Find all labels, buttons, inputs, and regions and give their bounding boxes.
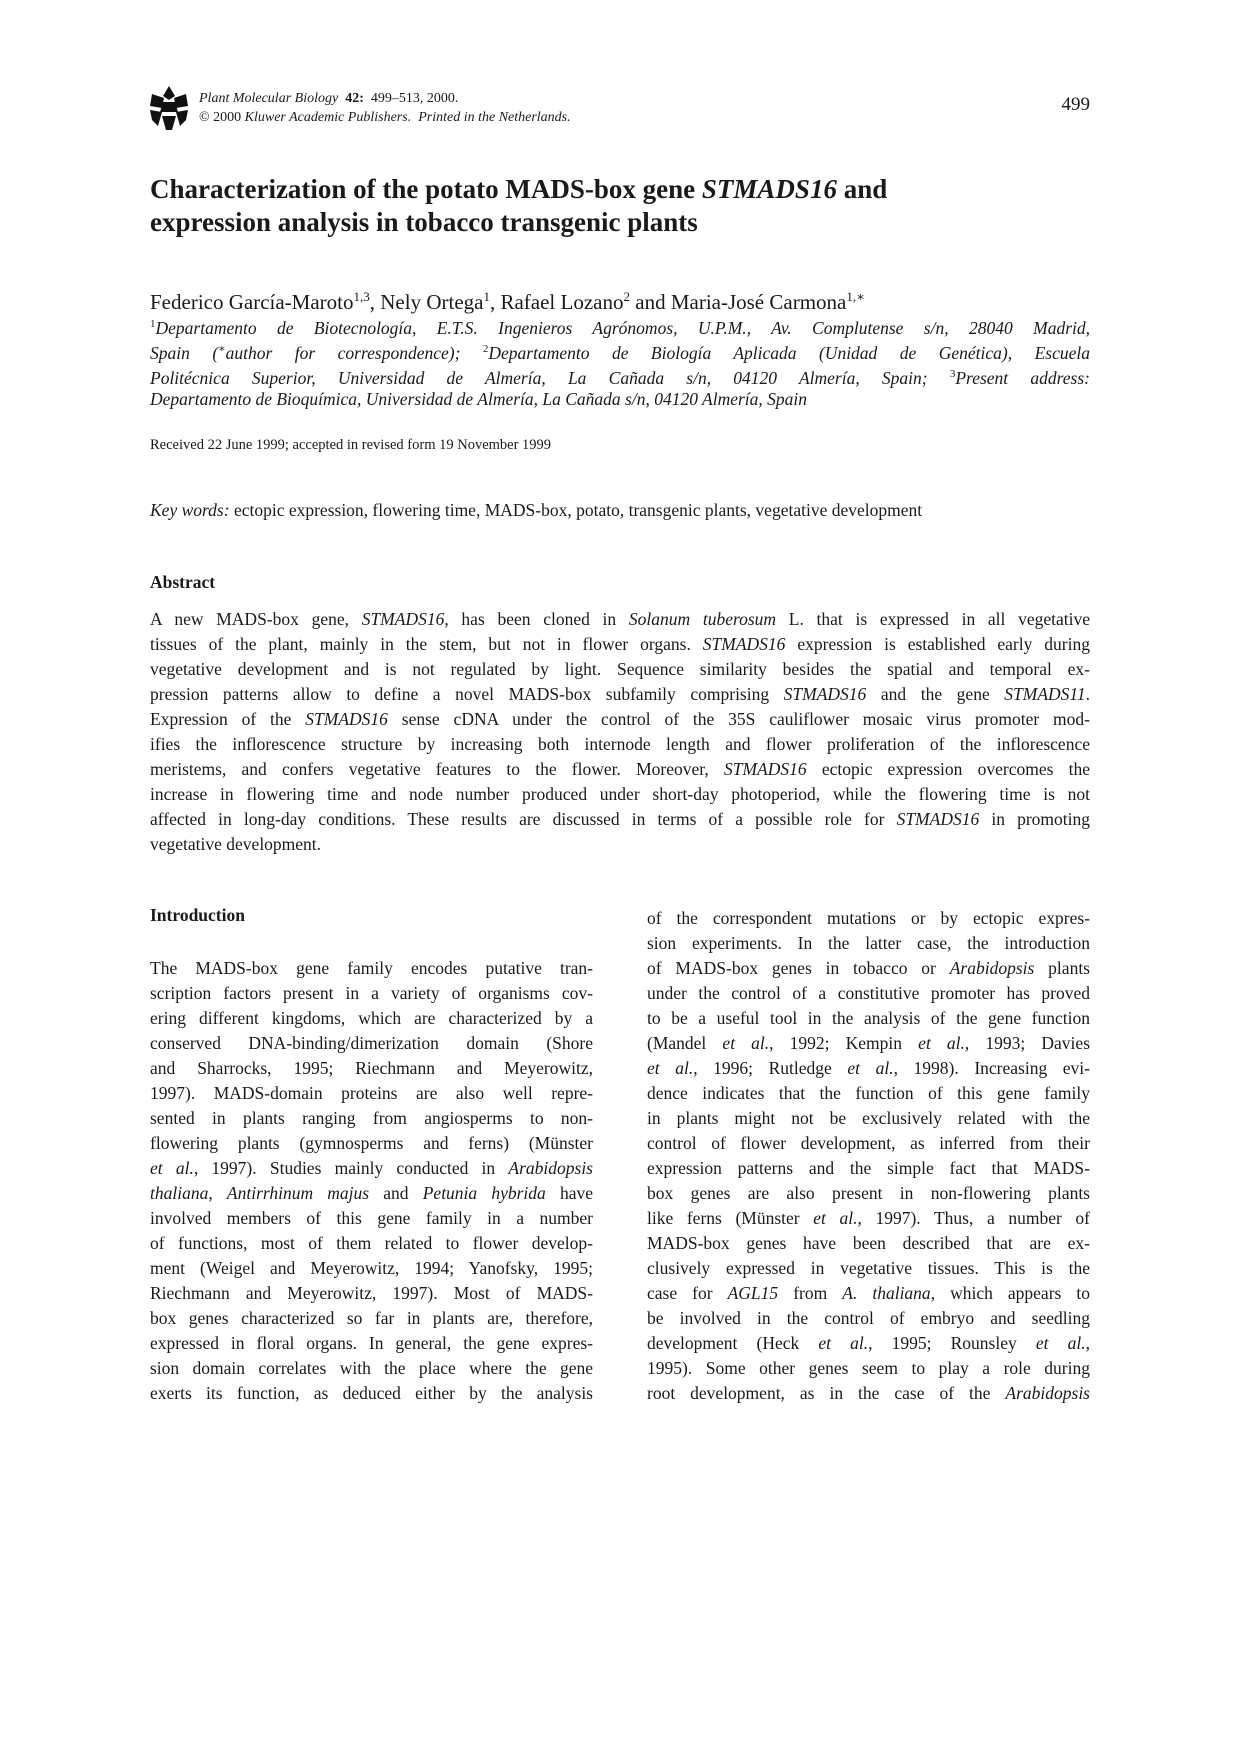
italic-term: STMADS16	[896, 809, 980, 829]
journal-volume: 42:	[345, 91, 364, 106]
copyright-year: © 2000	[199, 110, 242, 125]
text-line	[150, 1006, 593, 1031]
author-name: Rafael Lozano	[500, 290, 624, 314]
text-run: sion domain correlates with the place where the gene	[150, 1358, 593, 1378]
text-run: be involved in the control of embryo and seedling	[647, 1308, 1090, 1328]
text-run: development (Heck	[647, 1333, 819, 1353]
text-run: like ferns (Münster	[647, 1208, 814, 1228]
italic-term: Petunia hybrida	[422, 1183, 546, 1203]
text-line	[150, 1131, 593, 1156]
text-run: sense cDNA under the control of the 35S cauliflower mosaic virus promoter mod-	[387, 709, 1090, 729]
text-run: vegetative development.	[150, 834, 322, 854]
text-line	[150, 1231, 593, 1256]
text-run: ,	[1085, 1333, 1090, 1353]
text-line	[150, 807, 1090, 832]
author-name: Maria-José Carmona	[670, 290, 847, 314]
text-line	[150, 1181, 593, 1206]
text-line	[647, 981, 1090, 1006]
text-line	[150, 757, 1090, 782]
text-line	[150, 1381, 593, 1406]
text-line	[647, 1381, 1090, 1406]
text-line	[150, 1256, 593, 1281]
text-line	[647, 1031, 1090, 1056]
text-line	[647, 1131, 1090, 1156]
text-line	[150, 732, 1090, 757]
keywords	[150, 500, 1110, 521]
text-run: A new MADS-box gene,	[150, 609, 362, 629]
text-run: to be a useful tool in the analysis of the gene function	[647, 1008, 1090, 1028]
italic-term: STMADS16	[361, 609, 445, 629]
italic-term: STMADS16	[723, 759, 807, 779]
text-line	[647, 906, 1090, 931]
text-line	[647, 1281, 1090, 1306]
text-run: The MADS-box gene family encodes putative tran-	[150, 958, 593, 978]
text-line	[150, 657, 1090, 682]
text-run: of the correspondent mutations or by ectopic expres-	[647, 908, 1090, 928]
text-run: ectopic expression overcomes the	[806, 759, 1090, 779]
text-run: clusively expressed in vegetative tissues. This is the	[647, 1258, 1090, 1278]
text-line	[647, 1356, 1090, 1381]
italic-term: Arabidopsis	[508, 1158, 593, 1178]
text-line	[150, 1056, 593, 1081]
text-run: control of flower development, as inferred from their	[647, 1133, 1090, 1153]
text-line	[647, 1156, 1090, 1181]
affil-text: Departamento de Bioquímica, Universidad de Almería, La Cañada s/n, 04120 Almería, Spain	[150, 389, 808, 409]
text-run: and the gene	[866, 684, 1005, 704]
text-line	[150, 607, 1090, 632]
text-run: , has been cloned in	[444, 609, 629, 629]
affiliation-line	[150, 387, 1090, 412]
italic-term: et al.	[918, 1033, 965, 1053]
text-run: dence indicates that the function of this gene family	[647, 1083, 1090, 1103]
text-line	[150, 981, 593, 1006]
text-run: involved members of this gene family in a number	[150, 1208, 593, 1228]
text-run: expressed in floral organs. In general, the gene expres-	[150, 1333, 593, 1353]
text-run: 1995). Some other genes seem to play a role during	[647, 1358, 1090, 1378]
italic-term: et al.	[818, 1333, 869, 1353]
printed-note: Printed in the Netherlands.	[418, 110, 571, 125]
text-line	[647, 1331, 1090, 1356]
author-name: Federico García-Maroto	[150, 290, 354, 314]
italic-term: et al.	[647, 1058, 694, 1078]
text-run: plants	[1034, 958, 1090, 978]
publisher-logo	[150, 86, 188, 130]
text-run: box genes are also present in non-flowering plants	[647, 1183, 1090, 1203]
affil-text: Politécnica Superior, Universidad de Almería, La Cañada s/n, 04120 Almería, Spain;	[150, 367, 950, 388]
affiliation-line	[150, 312, 1090, 337]
text-line	[150, 956, 593, 981]
journal-citation	[199, 89, 571, 127]
text-run: , 1992; Kempin	[769, 1033, 919, 1053]
author-separator: ,	[489, 290, 501, 314]
journal-header	[150, 84, 1090, 134]
italic-term: Arabidopsis	[1005, 1383, 1090, 1403]
affil-mark: 2	[482, 343, 489, 355]
text-run: affected in long-day conditions. These results are discussed in terms of a possible role for	[150, 809, 897, 829]
author-separator: and	[630, 290, 671, 314]
title-gene: STMADS16	[701, 174, 837, 204]
introduction-heading: Introduction	[150, 905, 245, 925]
text-run: ering different kingdoms, which are characterized by a	[150, 1008, 593, 1028]
affil-mark: ∗	[218, 343, 226, 355]
affil-text: Present address:	[955, 367, 1090, 388]
text-run: ,	[208, 1183, 227, 1203]
author-affil-mark: 1,3	[353, 289, 370, 304]
keywords-text: ectopic expression, flowering time, MADS-box, potato, transgenic plants, vegetative development	[229, 500, 923, 520]
text-line	[647, 956, 1090, 981]
text-run: , 1993; Davies	[964, 1033, 1090, 1053]
journal-name: Plant Molecular Biology	[199, 91, 339, 106]
text-run: scription factors present in a variety of organisms cov-	[150, 983, 593, 1003]
author-affil-mark: 2	[623, 289, 630, 304]
text-run: box genes characterized so far in plants are, therefore,	[150, 1308, 593, 1328]
text-line	[647, 1206, 1090, 1231]
text-run: root development, as in the case of the	[647, 1383, 1006, 1403]
text-line	[150, 1156, 593, 1181]
italic-term: et al.	[1035, 1333, 1086, 1353]
italic-term: STMADS16	[305, 709, 388, 729]
text-run: and	[369, 1183, 423, 1203]
text-run: , 1997). Studies mainly conducted in	[193, 1158, 509, 1178]
introduction-right-column	[647, 906, 1090, 1406]
affil-text: Departamento de Biotecnología, E.T.S. Ingenieros Agrónomos, U.P.M., Av. Complutense s/n, 28040 Madrid,	[155, 317, 1090, 338]
italic-term: et al.	[813, 1208, 858, 1228]
text-run: from	[778, 1283, 843, 1303]
text-run: ifies the inflorescence structure by increasing both internode length and flower proliferation of the inflorescence	[150, 734, 1090, 754]
text-run: have	[545, 1183, 593, 1203]
text-run: , 1996; Rutledge	[693, 1058, 848, 1078]
text-run: vegetative development and is not regulated by light. Sequence similarity besides the spatial and temporal ex-	[150, 659, 1090, 679]
text-run: , 1997). Thus, a number of	[857, 1208, 1090, 1228]
text-line	[647, 1006, 1090, 1031]
introduction-left-column	[150, 956, 593, 1406]
text-run: of functions, most of them related to flower develop-	[150, 1233, 593, 1253]
text-line	[647, 1081, 1090, 1106]
author-affil-mark: 1	[483, 289, 490, 304]
author-affil-mark: 1,∗	[846, 289, 865, 304]
text-run: sion experiments. In the latter case, the introduction	[647, 933, 1090, 953]
italic-term: AGL15	[727, 1283, 779, 1303]
text-line	[647, 1231, 1090, 1256]
title-part: Characterization of the potato MADS-box gene	[150, 174, 702, 204]
text-line	[150, 1031, 593, 1056]
affil-text: Departamento de Biología Aplicada (Unidad de Genética), Escuela	[488, 342, 1090, 363]
text-run: case for	[647, 1283, 728, 1303]
text-line	[647, 1256, 1090, 1281]
text-run: , which appears to	[930, 1283, 1090, 1303]
title-part: and	[836, 174, 888, 204]
text-run: Expression of the	[150, 709, 306, 729]
page-number: 499	[1061, 94, 1090, 115]
italic-term: et al.	[722, 1033, 770, 1053]
text-line	[150, 707, 1090, 732]
text-run: ment (Weigel and Meyerowitz, 1994; Yanofsky, 1995;	[150, 1258, 593, 1278]
italic-term: Antirrhinum majus	[226, 1183, 370, 1203]
text-run: pression patterns allow to define a novel MADS-box subfamily comprising	[150, 684, 784, 704]
italic-term: et al.	[150, 1158, 194, 1178]
affil-mark: 3	[949, 368, 956, 380]
text-run: Riechmann and Meyerowitz, 1997). Most of MADS-	[150, 1283, 593, 1303]
text-run: sented in plants ranging from angiosperms to non-	[150, 1108, 593, 1128]
affil-text: Spain (	[150, 342, 219, 363]
text-run: in plants might not be exclusively related with the	[647, 1108, 1090, 1128]
italic-term: STMADS16	[783, 684, 867, 704]
text-run: expression patterns and the simple fact that MADS-	[647, 1158, 1090, 1178]
text-run: L. that is expressed in all vegetative	[776, 609, 1090, 629]
text-line	[150, 832, 1090, 857]
publisher-name: Kluwer Academic Publishers.	[244, 110, 412, 125]
text-line	[647, 1306, 1090, 1331]
affiliation-line	[150, 337, 1090, 362]
italic-term: Arabidopsis	[949, 958, 1035, 978]
text-run: meristems, and confers vegetative features to the flower. Moreover,	[150, 759, 724, 779]
text-run: MADS-box genes have been described that are ex-	[647, 1233, 1090, 1253]
text-line	[647, 1181, 1090, 1206]
text-run: , 1995; Rounsley	[868, 1333, 1036, 1353]
text-line	[150, 1206, 593, 1231]
italic-term: Solanum tuberosum	[628, 609, 777, 629]
text-run: in promoting	[979, 809, 1090, 829]
keywords-label: Key words:	[150, 500, 230, 520]
text-run: and Sharrocks, 1995; Riechmann and Meyerowitz,	[150, 1058, 593, 1078]
text-run: .	[1085, 684, 1090, 704]
text-run: flowering plants (gymnosperms and ferns) (Münster	[150, 1133, 593, 1153]
affiliations	[150, 312, 1090, 412]
italic-term: STMADS16	[702, 634, 786, 654]
text-line	[150, 1331, 593, 1356]
text-run: increase in flowering time and node number produced under short-day photoperiod, while the flowering time is not	[150, 784, 1090, 804]
italic-term: A. thaliana	[842, 1283, 931, 1303]
received-dates: Received 22 June 1999; accepted in revised form 19 November 1999	[150, 437, 552, 453]
title-line2: expression analysis in tobacco transgenic plants	[150, 207, 698, 237]
affiliation-line	[150, 362, 1090, 387]
text-run: 1997). MADS-domain proteins are also well repre-	[150, 1083, 593, 1103]
text-run: exerts its function, as deduced either by the analysis	[150, 1383, 593, 1403]
text-line	[150, 782, 1090, 807]
author-separator: ,	[369, 290, 381, 314]
text-line	[150, 1081, 593, 1106]
text-line	[150, 1281, 593, 1306]
italic-term: STMADS11	[1004, 684, 1086, 704]
abstract-body	[150, 607, 1090, 857]
text-line	[150, 1356, 593, 1381]
affil-mark: 1	[150, 318, 156, 330]
text-run: conserved DNA-binding/dimerization domain (Shore	[150, 1033, 593, 1053]
text-run: under the control of a constitutive promoter has proved	[647, 983, 1090, 1003]
journal-pages: 499–513, 2000.	[370, 91, 459, 106]
text-line	[647, 931, 1090, 956]
text-line	[150, 1106, 593, 1131]
affil-text: author for correspondence);	[225, 342, 483, 363]
author-list	[150, 284, 1090, 315]
author-name: Nely Ortega	[380, 290, 484, 314]
text-line	[150, 1306, 593, 1331]
abstract-heading: Abstract	[150, 572, 216, 592]
text-run: tissues of the plant, mainly in the stem, but not in flower organs.	[150, 634, 703, 654]
text-line	[150, 682, 1090, 707]
text-line	[647, 1106, 1090, 1131]
text-run: , 1998). Increasing evi-	[893, 1058, 1090, 1078]
text-line	[150, 632, 1090, 657]
text-run: expression is established early during	[785, 634, 1090, 654]
italic-term: et al.	[847, 1058, 894, 1078]
text-run: of MADS-box genes in tobacco or	[647, 958, 950, 978]
italic-term: thaliana	[150, 1183, 209, 1203]
text-line	[647, 1056, 1090, 1081]
paper-title	[150, 173, 1090, 239]
text-run: (Mandel	[647, 1033, 723, 1053]
